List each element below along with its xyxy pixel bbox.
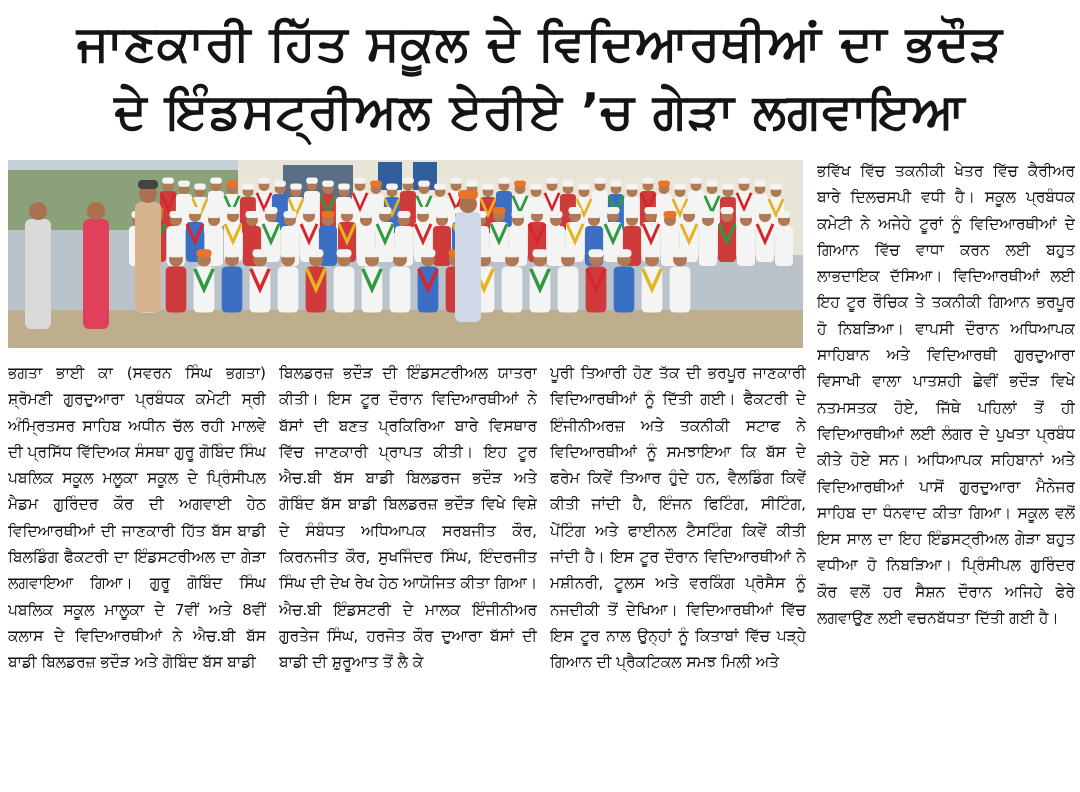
student-turban [379,207,392,214]
student-turban [402,178,414,184]
student-turban [197,249,212,257]
student-turban [194,184,206,190]
student-turban [589,249,604,257]
student-turban [436,211,449,218]
student-turban [393,249,408,257]
article-column-2 [279,360,537,790]
student-turban [170,211,183,218]
adult-turban [458,190,478,199]
student-turban [338,184,350,190]
adult-body [135,202,161,312]
student-turban [690,178,702,184]
student-turban [242,184,254,190]
student-turban [493,207,506,214]
student-turban [421,249,436,257]
student-turban [561,249,576,257]
student-turban [569,207,582,214]
article-text-col3: ਪੂਰੀ ਤਿਆਰੀ ਹੋਣ ਤੱਕ ਦੀ ਭਰਪੂਰ ਜਾਣਕਾਰੀ ਵਿਦਿਆਰਥੀਆਂ ਨੂੰ ਦਿੱਤੀ ਗਈ। ਫੈਕਟਰੀ ਦੇ ਇੰਜੀਨੀਅਰਜ਼ ਅਤੇ ਤਕਨੀਕੀ ਸਟਾਫ ਨੇ ਵਿਦਿਆਰਥੀਆਂ ਨੂੰ ਸਮਝਾਇਆ ਕਿ ਬੱਸ ਦੇ ਫਰੇਮ ਕਿਵੇਂ ਤਿਆਰ ਹੁੰਦੇ ਹਨ, ਵੈਲਡਿੰਗ ਕਿਵੇਂ ਕੀਤੀ ਜਾਂਦੀ ਹੈ, ਇੰਜਨ ਫਿਟਿੰਗ, ਸੀਟਿੰਗ, ਪੇਂਟਿੰਗ ਅਤੇ ਫਾਈਨਲ ਟੈਸਟਿੰਗ ਕਿਵੇਂ ਕੀਤੀ ਜਾਂਦੀ ਹੈ। ਇਸ ਟੂਰ ਦੌਰਾਨ ਵਿਦਿਆਰਥੀਆਂ ਨੇ ਮਸ਼ੀਨਰੀ, ਟੂਲਸ ਅਤੇ ਵਰਕਿੰਗ ਪ੍ਰੋਸੈਸ ਨੂੰ ਨਜਦੀਕੀ ਤੋਂ ਦੇਖਿਆ। ਵਿਦਿਆਰਥੀਆਂ ਵਿੱਚ ਇਸ ਟੂਰ ਨਾਲ ਉਨ੍ਹਾਂ ਨੂੰ ਕਿਤਾਬਾਂ ਵਿੱਚ ਪੜ੍ਹੇ ਗਿਆਨ ਦੀ ਪ੍ਰੈਕਟਿਕਲ ਸਮਝ ਮਿਲੀ ਅਤੇ [550,364,806,672]
student-turban [740,211,753,218]
adult-figure [83,202,109,329]
student-turban [210,178,222,184]
student-turban [738,178,750,184]
headline-line-2: ਦੇ ਇੰਡਸਟ੍ਰੀਅਲ ਏਰੀਏ ’ਚ ਗੇੜਾ ਲਗਵਾਇਆ [114,83,966,140]
student-turban [258,178,270,184]
student-turban [246,211,259,218]
student-turban [370,181,382,187]
student-turban [770,184,782,190]
adult-turban [138,180,158,189]
article-text-col4: ਭਵਿੱਖ ਵਿੱਚ ਤਕਨੀਕੀ ਖੇਤਰ ਵਿੱਚ ਕੈਰੀਅਰ ਬਾਰੇ ਦਿਲਚਸਪੀ ਵਧੀ ਹੈ। ਸਕੂਲ ਪ੍ਰਬੰਧਕ ਕਮੇਟੀ ਨੇ ਅਜੇਹੇ ਟੂਰਾਂ ਨੂੰ ਵਿਦਿਆਰਥੀਆਂ ਦੇ ਗਿਆਨ ਵਿੱਚ ਵਾਧਾ ਕਰਨ ਲਈ ਬਹੁਤ ਲਾਭਦਾਇਕ ਦੱਸਿਆ। ਵਿਦਿਆਰਥੀਆਂ ਲਈ ਇਹ ਟੂਰ ਰੌਚਿਕ ਤੇ ਤਕਨੀਕੀ ਗਿਆਨ ਭਰਪੂਰ ਹੋ ਨਿਬੜਿਆ। ਵਾਪਸੀ ਦੌਰਾਨ ਅਧਿਆਪਕ ਸਾਹਿਬਾਨ ਅਤੇ ਵਿਦਿਆਰਥੀ ਗੁਰਦੁਆਰਾ ਵਿਸਾਖੀ ਵਾਲਾ ਪਾਤਸ਼ਹੀ ਛੇਵੀਂ ਭਦੌੜ ਵਿਖੇ ਨਤਮਸਤਕ ਹੋਏ, ਜਿੱਥੇ ਪਹਿਲਾਂ ਤੋਂ ਹੀ ਵਿਦਿਆਰਥੀਆਂ ਲਈ ਲੰਗਰ ਦੇ ਪੁਖਤਾ ਪ੍ਰਬੰਧ ਕੀਤੇ ਹੋਏ ਸਨ। ਅਧਿਆਪਕ ਸਹਿਬਾਨਾਂ ਅਤੇ ਵਿਦਿਆਰਥੀਆਂ ਪਾਸੋਂ ਗੁਰਦੁਆਰਾ ਮੈਨੇਜਰ ਸਾਹਿਬ ਦਾ ਧੰਨਵਾਦ ਕੀਤਾ ਗਿਆ। ਸਕੂਲ ਵਲੋਂ ਇਸ ਸਾਲ ਦਾ ਇਹ ਇੰਡਸਟ੍ਰੀਅਲ ਗੇੜਾ ਬਹੁਤ ਵਧੀਆ ਹੋ ਨਿਬੜਿਆ। ਪ੍ਰਿੰਸੀਪਲ ਗੁਰਿੰਦਰ ਕੌਰ ਵਲੋਂ ਹਰ ਸੈਸ਼ਨ ਦੌਰਾਨ ਅਜਿਹੇ ਫੇਰੇ ਲਗਵਾਉਣ ਲਈ ਵਚਨਬੱਧਤਾ ਦਿੱਤੀ ਗਈ ਹੈ। [817,162,1075,628]
student-turban [512,211,525,218]
student-body [558,267,579,313]
student-turban [578,184,590,190]
student-turban [450,178,462,184]
student-turban [721,207,734,214]
student-turban [253,249,268,257]
student-turban [417,207,430,214]
student-body [166,267,187,313]
student-turban [759,207,772,214]
student-turban [281,249,296,257]
student-turban [505,249,520,257]
student-body [278,267,299,313]
student-turban [322,211,335,218]
student-turban [225,249,240,257]
student-turban [341,207,354,214]
student-turban [306,178,318,184]
student-turban [162,178,174,184]
adult-body [455,212,481,322]
student-turban [386,184,398,190]
article-column-4 [817,158,1075,790]
student-body [737,226,755,266]
student-turban [562,181,574,187]
student-body [433,226,451,266]
student-turban [169,249,184,257]
adult-face [87,202,105,220]
student-body [502,267,523,313]
student-turban [594,178,606,184]
student-turban [466,181,478,187]
student-turban [645,249,660,257]
headline-line-1: ਜਾਣਕਾਰੀ ਹਿੱਤ ਸਕੂਲ ਦੇ ਵਿਦਿਆਰਥੀਆਂ ਦਾ ਭਦੌੜ [76,15,1004,72]
group-photo-illustration [8,160,803,348]
student-turban [309,249,324,257]
adult-face [29,202,47,220]
student-turban [434,184,446,190]
student-turban [514,181,526,187]
student-turban [360,211,373,218]
student-turban [702,211,715,218]
student-turban [227,207,240,214]
adult-body [25,219,51,329]
student-turban [178,181,190,187]
student-turban [626,211,639,218]
student-body [614,267,635,313]
student-turban [498,178,510,184]
student-body [390,267,411,313]
article-text-col2: ਬਿਲਡਰਜ਼ ਭਦੌੜ ਦੀ ਇੰਡਸਟਰੀਅਲ ਯਾਤਰਾ ਕੀਤੀ। ਇਸ ਟੂਰ ਦੌਰਾਨ ਵਿਦਿਆਰਥੀਆਂ ਨੇ ਬੱਸਾਂ ਦੀ ਬਣਤ ਪ੍ਰਕਿਰਿਆ ਬਾਰੇ ਵਿਸਥਾਰ ਵਿੱਚ ਜਾਣਕਾਰੀ ਪ੍ਰਾਪਤ ਕੀਤੀ। ਇਹ ਟੂਰ ਐਚ.ਬੀ ਬੱਸ ਬਾਡੀ ਬਿਲਡਰਜ ਭਦੌੜ ਅਤੇ ਗੋਬਿੰਦ ਬੱਸ ਬਾਡੀ ਬਿਲਡਰਜ਼ ਭਦੌੜ ਵਿਖੇ ਵਿਸ਼ੇ ਦੇ ਸੰਬੰਧਤ ਅਧਿਆਪਕ ਸਰਬਜੀਤ ਕੌਰ, ਕਿਰਨਜੀਤ ਕੌਰ, ਸੁਖਜਿੰਦਰ ਸਿੰਘ, ਇੰਦਰਜੀਤ ਸਿੰਘ ਦੀ ਦੇਖ ਰੇਖ ਹੇਠ ਆਯੋਜਿਤ ਕੀਤਾ ਗਿਆ। ਐਚ.ਬੀ ਇੰਡਸਟਰੀ ਦੇ ਮਾਲਕ ਇੰਜੀਨੀਅਰ ਗੁਰਤੇਜ ਸਿੰਘ, ਹਰਜੋਤ ਕੌਰ ਦੁਆਰਾ ਬੱਸਾਂ ਦੀ ਬਾਡੀ ਦੀ ਸ਼ੁਰੂਆਤ ਤੋਂ ਲੈ ਕੇ [279,364,537,672]
student-turban [533,249,548,257]
student-turban [683,207,696,214]
student-turban [626,184,638,190]
student-turban [722,184,734,190]
article-column-3 [550,360,806,790]
student-turban [482,184,494,190]
student-turban [354,178,366,184]
student-turban [673,249,688,257]
student-turban [418,181,430,187]
student-turban [274,181,286,187]
student-turban [674,184,686,190]
student-turban [189,207,202,214]
group-photo [8,160,803,348]
photo-ground [8,310,803,348]
student-turban [588,211,601,218]
student-turban [706,181,718,187]
student-turban [208,211,221,218]
student-turban [303,207,316,214]
student-turban [610,181,622,187]
student-body [334,267,355,313]
article-text-col1: ਭਗਤਾ ਭਾਈ ਕਾ (ਸਵਰਨ ਸਿੰਘ ਭਗਤਾ) ਸ਼੍ਰੋਮਣੀ ਗੁਰਦੁਆਰਾ ਪ੍ਰਬੰਧਕ ਕਮੇਟੀ ਸ੍ਰੀ ਅੰਮ੍ਰਿਤਸਰ ਸਾਹਿਬ ਅਧੀਨ ਚੱਲ ਰਹੀ ਮਾਲਵੇ ਦੀ ਪ੍ਰਸਿੱਧ ਵਿੱਦਿਅਕ ਸੰਸਥਾ ਗੁਰੂ ਗੋਬਿੰਦ ਸਿੰਘ ਪਬਲਿਕ ਸਕੂਲ ਮਲੂਕਾ ਸਕੂਲ ਦੇ ਪ੍ਰਿੰਸੀਪਲ ਮੈਡਮ ਗੁਰਿੰਦਰ ਕੌਰ ਦੀ ਅਗਵਾਈ ਹੇਠ ਵਿਦਿਆਰਥੀਆਂ ਦੀ ਜਾਣਕਾਰੀ ਹਿੱਤ ਬੱਸ ਬਾਡੀ ਬਿਲਡਿੰਗ ਫੈਕਟਰੀ ਦਾ ਇੰਡਸਟਰੀਅਲ ਦਾ ਗੇੜਾ ਲਗਵਾਇਆ ਗਿਆ। ਗੁਰੂ ਗੋਬਿੰਦ ਸਿੰਘ ਪਬਲਿਕ ਸਕੂਲ ਮਾਲੂਕਾ ਦੇ 7ਵੀਂ ਅਤੇ 8ਵੀਂ ਕਲਾਸ ਦੇ ਵਿਦਿਆਰਥੀਆਂ ਨੇ ਐਚ.ਬੀ ਬੱਸ ਬਾਡੀ ਬਿਲਡਰਜ਼ ਭਦੌੜ ਅਤੇ ਗੋਬਿੰਦ ਬੱਸ ਬਾਡੀ [8,364,266,672]
student-turban [642,178,654,184]
student-turban [337,249,352,257]
student-turban [664,211,677,218]
article-column-1 [8,360,266,790]
student-turban [778,211,791,218]
student-body [670,267,691,313]
student-body [775,226,793,266]
student-turban [265,207,278,214]
student-turban [607,207,620,214]
student-turban [546,178,558,184]
student-turban [290,184,302,190]
student-turban [550,211,563,218]
student-turban [226,181,238,187]
student-turban [530,184,542,190]
adult-figure [25,202,51,329]
student-turban [617,249,632,257]
student-turban [645,207,658,214]
student-turban [322,181,334,187]
student-turban [531,207,544,214]
headline [0,10,1080,146]
student-turban [658,181,670,187]
adult-body [83,219,109,329]
student-turban [284,211,297,218]
student-turban [398,211,411,218]
student-body [699,226,717,266]
student-turban [754,181,766,187]
student-turban [365,249,380,257]
student-body [222,267,243,313]
